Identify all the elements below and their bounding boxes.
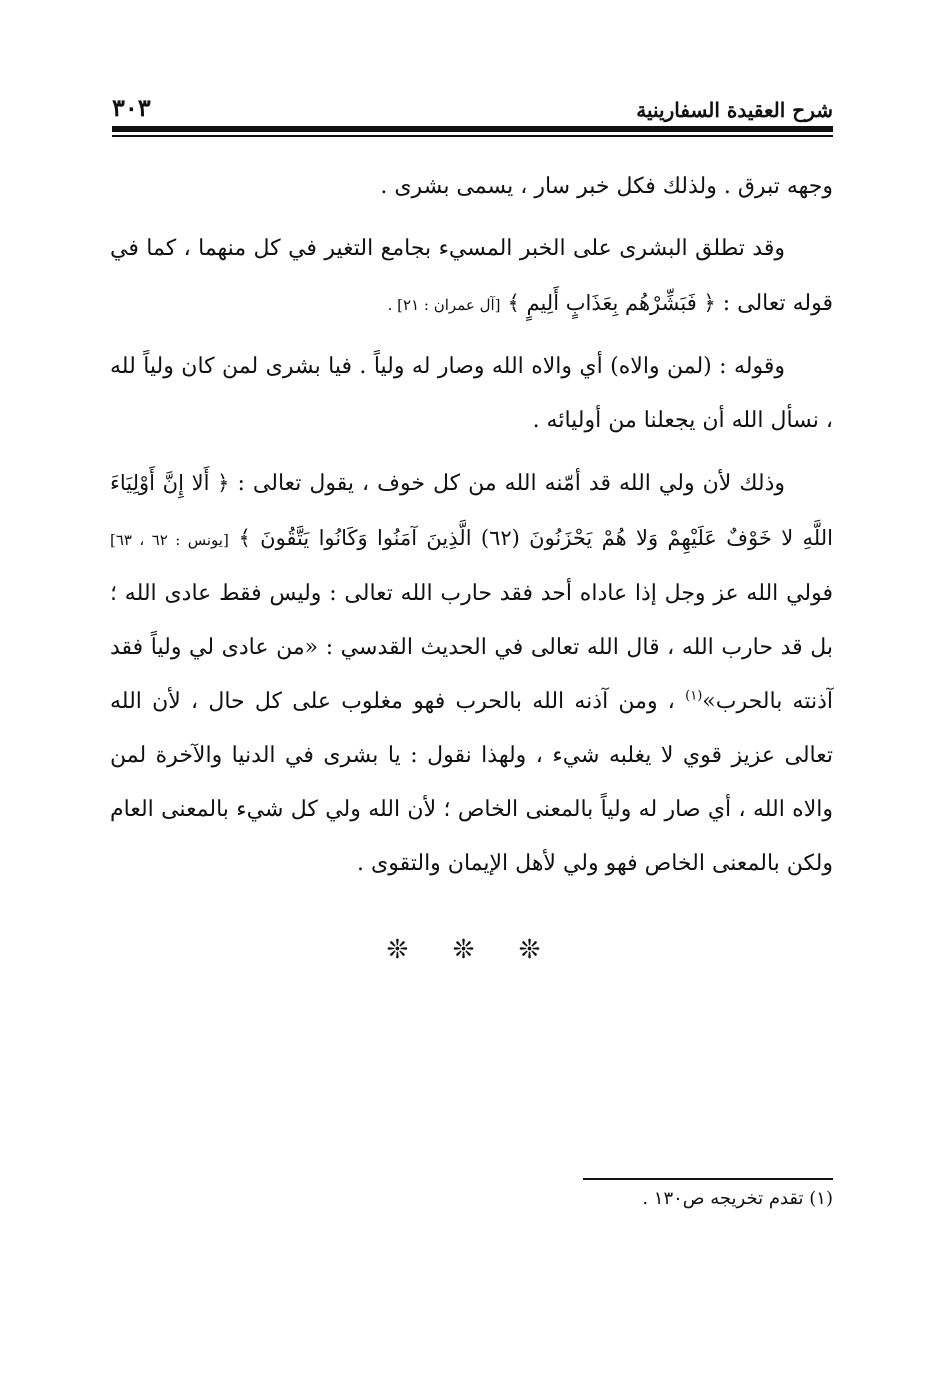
running-title: شرح العقيدة السفارينية <box>636 98 833 122</box>
paragraph-4 <box>110 456 833 891</box>
quran-verse: ﴿ فَبَشِّرْهُم بِعَذَابٍ أَلِيمٍ ﴾ <box>507 291 716 315</box>
footnote-rule <box>583 1178 833 1180</box>
paragraph-4-text-b: فولي الله عز وجل إذا عاداه أحد فقد حارب الله تعالى : وليس فقط عادى الله ؛ بل قد حارب الله ، قال الله تعالى في الحديث القدسي : <box>110 581 833 660</box>
verse-reference: [يونس : ٦٢ ، ٦٣] <box>110 531 229 549</box>
paragraph-3 <box>110 340 833 448</box>
paragraph-4-text-a: وذلك لأن ولي الله قد أمّنه الله من كل خوف ، يقول تعالى : <box>237 471 786 496</box>
verse-reference: [آل عمران : ٢١] . <box>387 296 501 314</box>
quran-verse: ﴿ أَلا إِنَّ أَوْلِيَاءَ اللَّهِ لا خَوْفٌ عَلَيْهِمْ وَلا هُمْ يَحْزَنُونَ (٦٢) الَّذِينَ آمَنُوا وَكَانُوا يَتَّقُونَ ﴾ <box>110 471 833 550</box>
section-separator: ❊ ❊ ❊ <box>386 935 559 965</box>
footnote: (١) تقدم تخريجه ص١٣٠ . <box>642 1188 833 1209</box>
paragraph-4-text-c: ، ومن آذنه الله بالحرب فهو مغلوب على كل حال ، لأن الله تعالى عزيز قوي لا يغلبه شيء ، ولهذا نقول : يا بشرى في الدنيا والآخرة لمن والاه الله ، أي صار له ولياً بالمعنى الخاص ؛ لأن الله ولي كل شيء بالمعنى العام ولكن بالمعنى الخاص فهو ولي لأهل الإيمان والتقوى . <box>110 689 833 876</box>
paragraph-1-text: وجهه تبرق . ولذلك فكل خبر سار ، يسمى بشرى . <box>380 174 833 199</box>
paragraph-2 <box>110 222 833 332</box>
page-number: ٣٠٣ <box>112 93 151 122</box>
page-header <box>112 82 833 122</box>
paragraph-2-text: وقد تطلق البشرى على الخبر المسيء بجامع التغير في كل منهما ، كما في قوله تعالى : <box>110 236 833 316</box>
header-rule-thick <box>112 126 833 132</box>
paragraph-1 <box>110 160 833 214</box>
hadith-quote: «من عادى لي ولياً فقد آذنته بالحرب» <box>110 635 834 714</box>
footnote-marker: (١) <box>685 688 703 704</box>
header-rule-thin <box>112 135 833 137</box>
paragraph-3-text: وقوله : (لمن والاه) أي والاه الله وصار له ولياً . فيا بشرى لمن كان ولياً لله ، نسأل الله أن يجعلنا من أوليائه . <box>110 354 833 433</box>
main-text <box>110 160 833 899</box>
